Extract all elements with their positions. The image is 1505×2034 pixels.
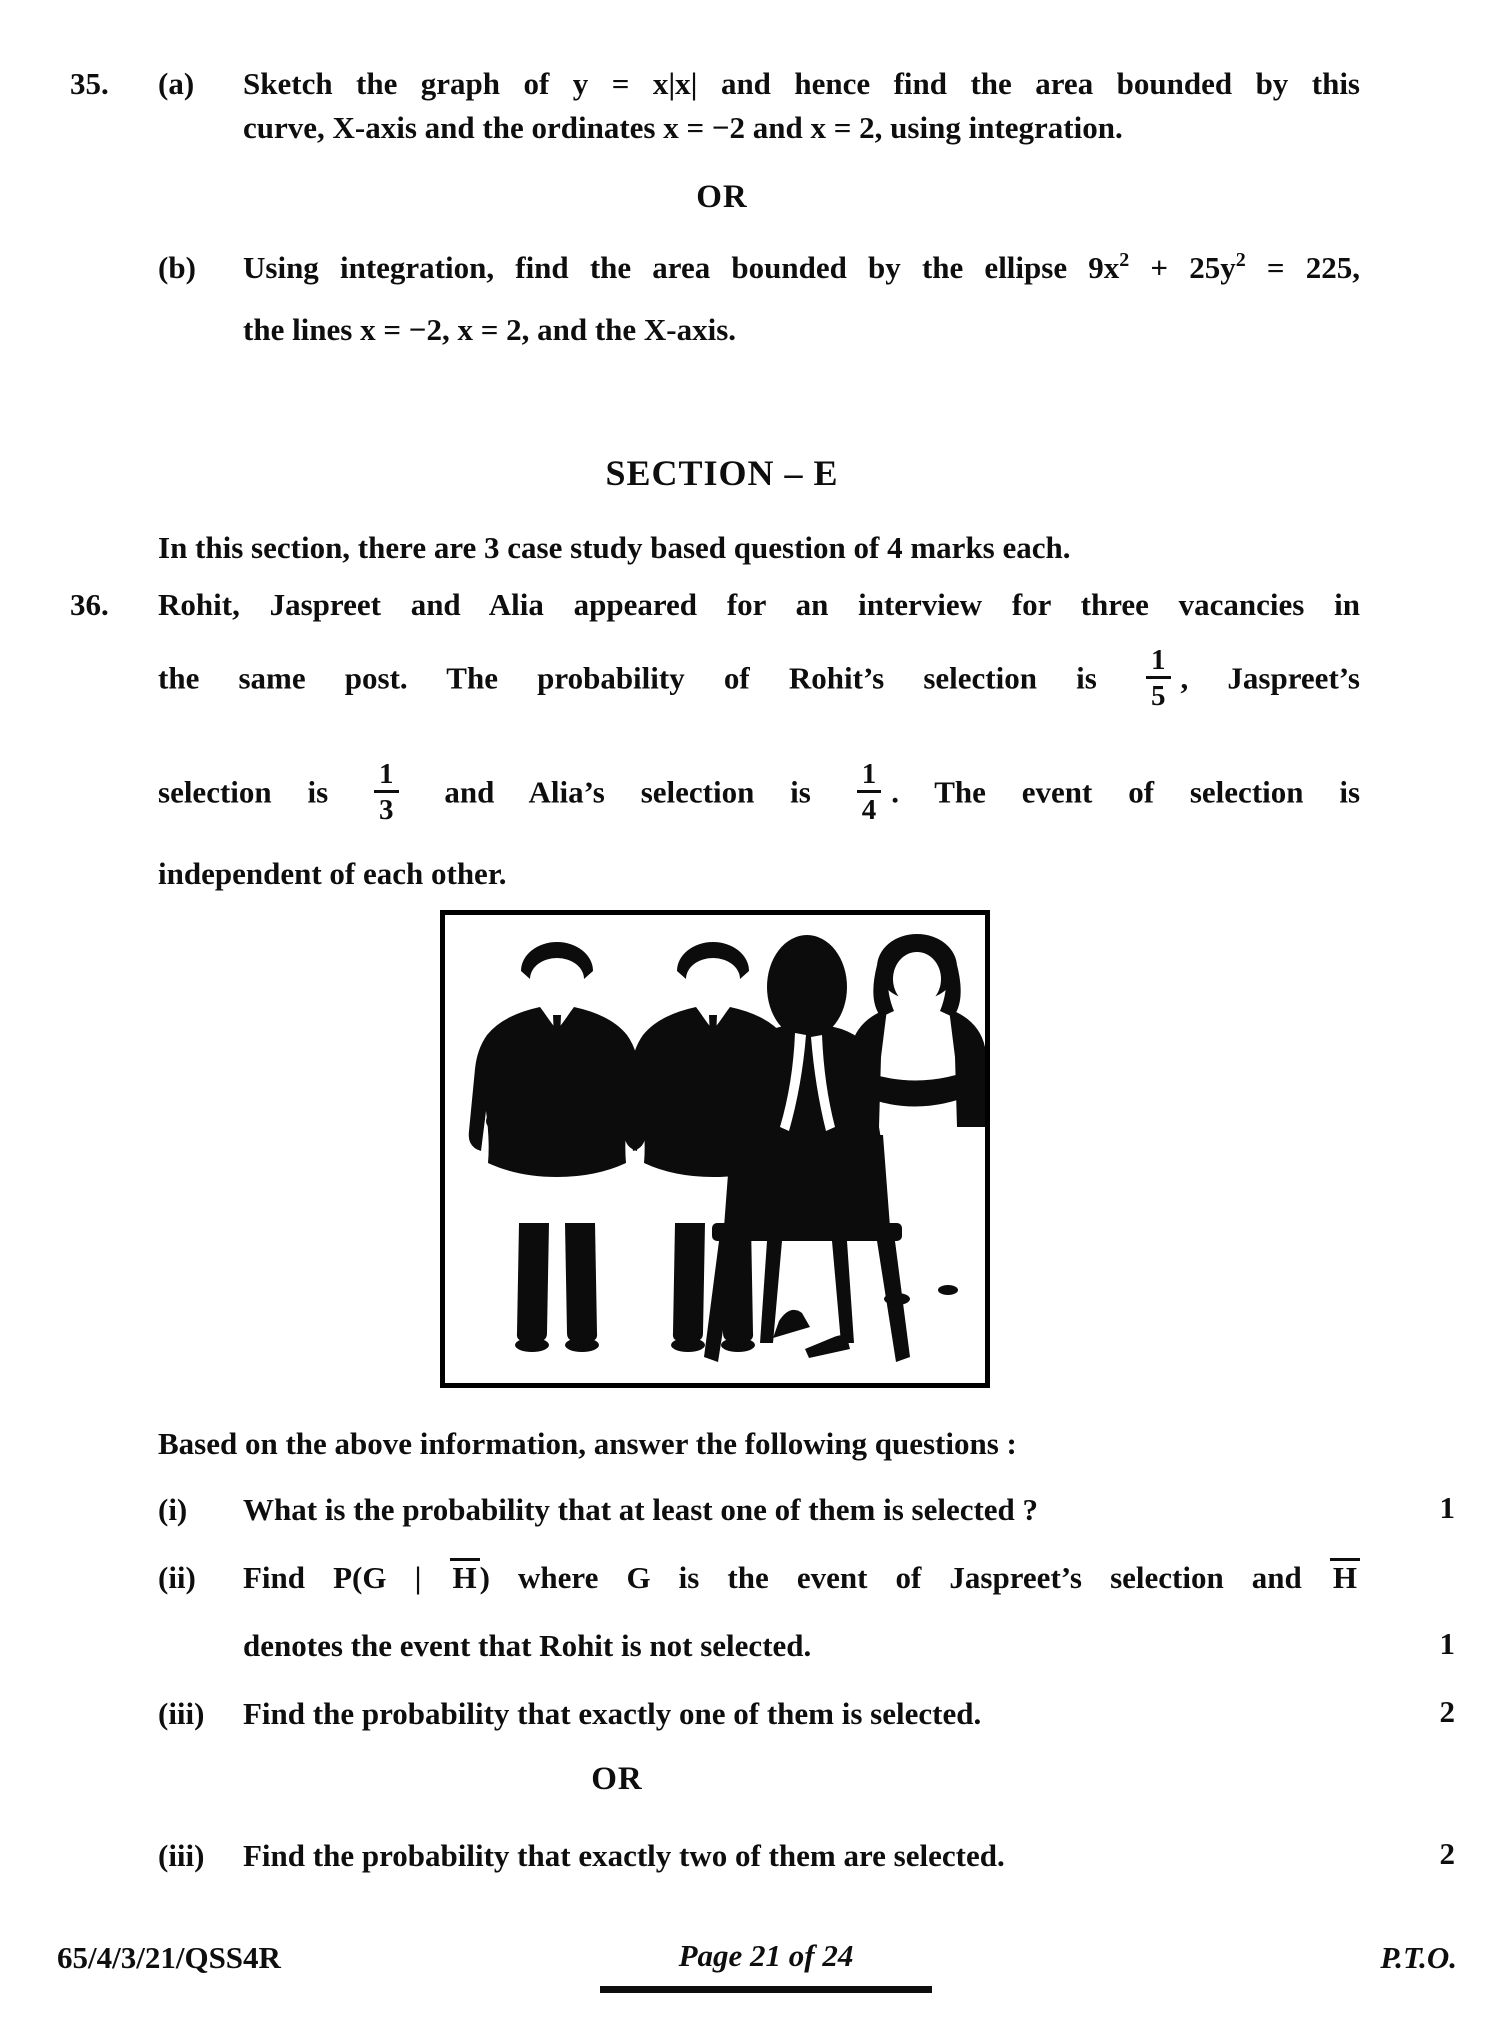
q36-line4: independent of each other. bbox=[158, 856, 507, 891]
fraction-one-fourth bbox=[857, 759, 882, 826]
q36-line2 bbox=[158, 644, 1360, 715]
subq-iii-alt-marks: 2 bbox=[1439, 1836, 1455, 1871]
section-intro: In this section, there are 3 case study based question of 4 marks each. bbox=[158, 530, 1071, 565]
q35a-line1: Sketch the graph of y = x|x| and hence find the area bounded by this bbox=[243, 66, 1360, 101]
subq-ii-line1 bbox=[243, 1558, 1360, 1599]
fraction-numerator: 1 bbox=[379, 758, 394, 790]
h-complement-symbol: H bbox=[450, 1558, 480, 1595]
fraction-numerator: 1 bbox=[861, 758, 877, 790]
q36-line3-text-2: and Alia’s selection is bbox=[444, 774, 811, 810]
q36-number: 36. bbox=[70, 587, 109, 622]
subq-i-marks: 1 bbox=[1439, 1490, 1455, 1525]
subq-ii-line2: denotes the event that Rohit is not selected. bbox=[243, 1628, 812, 1663]
subq-ii-text-2: ) where G is the event of Jaspreet’s selection and bbox=[479, 1560, 1330, 1595]
subq-i-label: (i) bbox=[158, 1492, 188, 1527]
paper-code: 65/4/3/21/QSS4R bbox=[57, 1940, 281, 1975]
subq-iii-alt-text: Find the probability that exactly two of them are selected. bbox=[243, 1838, 1005, 1873]
subq-ii-marks: 1 bbox=[1439, 1626, 1455, 1661]
or-divider-1: OR bbox=[696, 179, 748, 215]
q36-line2-text-2: , Jaspreet’s bbox=[1180, 660, 1360, 696]
question-image bbox=[440, 910, 990, 1388]
q36-line3-text-3: . The event of selection is bbox=[891, 774, 1361, 810]
subq-iii-label: (iii) bbox=[158, 1696, 205, 1731]
q35b-line1 bbox=[243, 248, 1360, 289]
fraction-denominator: 3 bbox=[374, 790, 399, 825]
q35b-text-1: Using integration, find the area bounded by the ellipse 9x bbox=[243, 250, 1120, 285]
fraction-denominator: 4 bbox=[857, 790, 882, 825]
q36-line3-text-1: selection is bbox=[158, 774, 329, 810]
subq-ii-label: (ii) bbox=[158, 1560, 196, 1595]
based-on-line: Based on the above information, answer the following questions : bbox=[158, 1426, 1017, 1461]
page-number-underline bbox=[600, 1986, 932, 1993]
interview-panel-silhouette-icon bbox=[445, 915, 985, 1383]
q35b-text-3: = 225, bbox=[1245, 250, 1360, 285]
q36-line3 bbox=[158, 758, 1361, 829]
subq-i-text: What is the probability that at least one of them is selected ? bbox=[243, 1492, 1039, 1527]
subq-iii-text: Find the probability that exactly one of them is selected. bbox=[243, 1696, 982, 1731]
q36-line2-text-1: the same post. The probability of Rohit’s selection is bbox=[158, 660, 1097, 696]
fraction-one-fifth bbox=[1146, 645, 1171, 712]
h-complement-symbol: H bbox=[1330, 1558, 1360, 1595]
q35-number: 35. bbox=[70, 66, 109, 101]
or-divider-2: OR bbox=[591, 1761, 643, 1797]
q36-line1: Rohit, Jaspreet and Alia appeared for an interview for three vacancies in bbox=[158, 587, 1360, 622]
q35b-text-2: + 25y bbox=[1129, 250, 1236, 285]
exponent: 2 bbox=[1235, 249, 1246, 271]
fraction-denominator: 5 bbox=[1146, 676, 1171, 711]
q35a-label: (a) bbox=[158, 66, 195, 101]
q35b-label: (b) bbox=[158, 250, 196, 285]
subq-iii-marks: 2 bbox=[1439, 1694, 1455, 1729]
subq-ii-text-1: Find P(G | bbox=[243, 1560, 450, 1595]
exponent: 2 bbox=[1119, 249, 1130, 271]
q35a-line2: curve, X-axis and the ordinates x = −2 and x = 2, using integration. bbox=[243, 110, 1123, 145]
fraction-one-third bbox=[374, 759, 399, 826]
fraction-numerator: 1 bbox=[1151, 644, 1166, 676]
q35b-line2: the lines x = −2, x = 2, and the X-axis. bbox=[243, 312, 737, 347]
pto-label: P.T.O. bbox=[1380, 1940, 1457, 1975]
section-heading: SECTION – E bbox=[605, 453, 839, 493]
subq-iii-alt-label: (iii) bbox=[158, 1838, 205, 1873]
page-number: Page 21 of 24 bbox=[678, 1938, 854, 1973]
